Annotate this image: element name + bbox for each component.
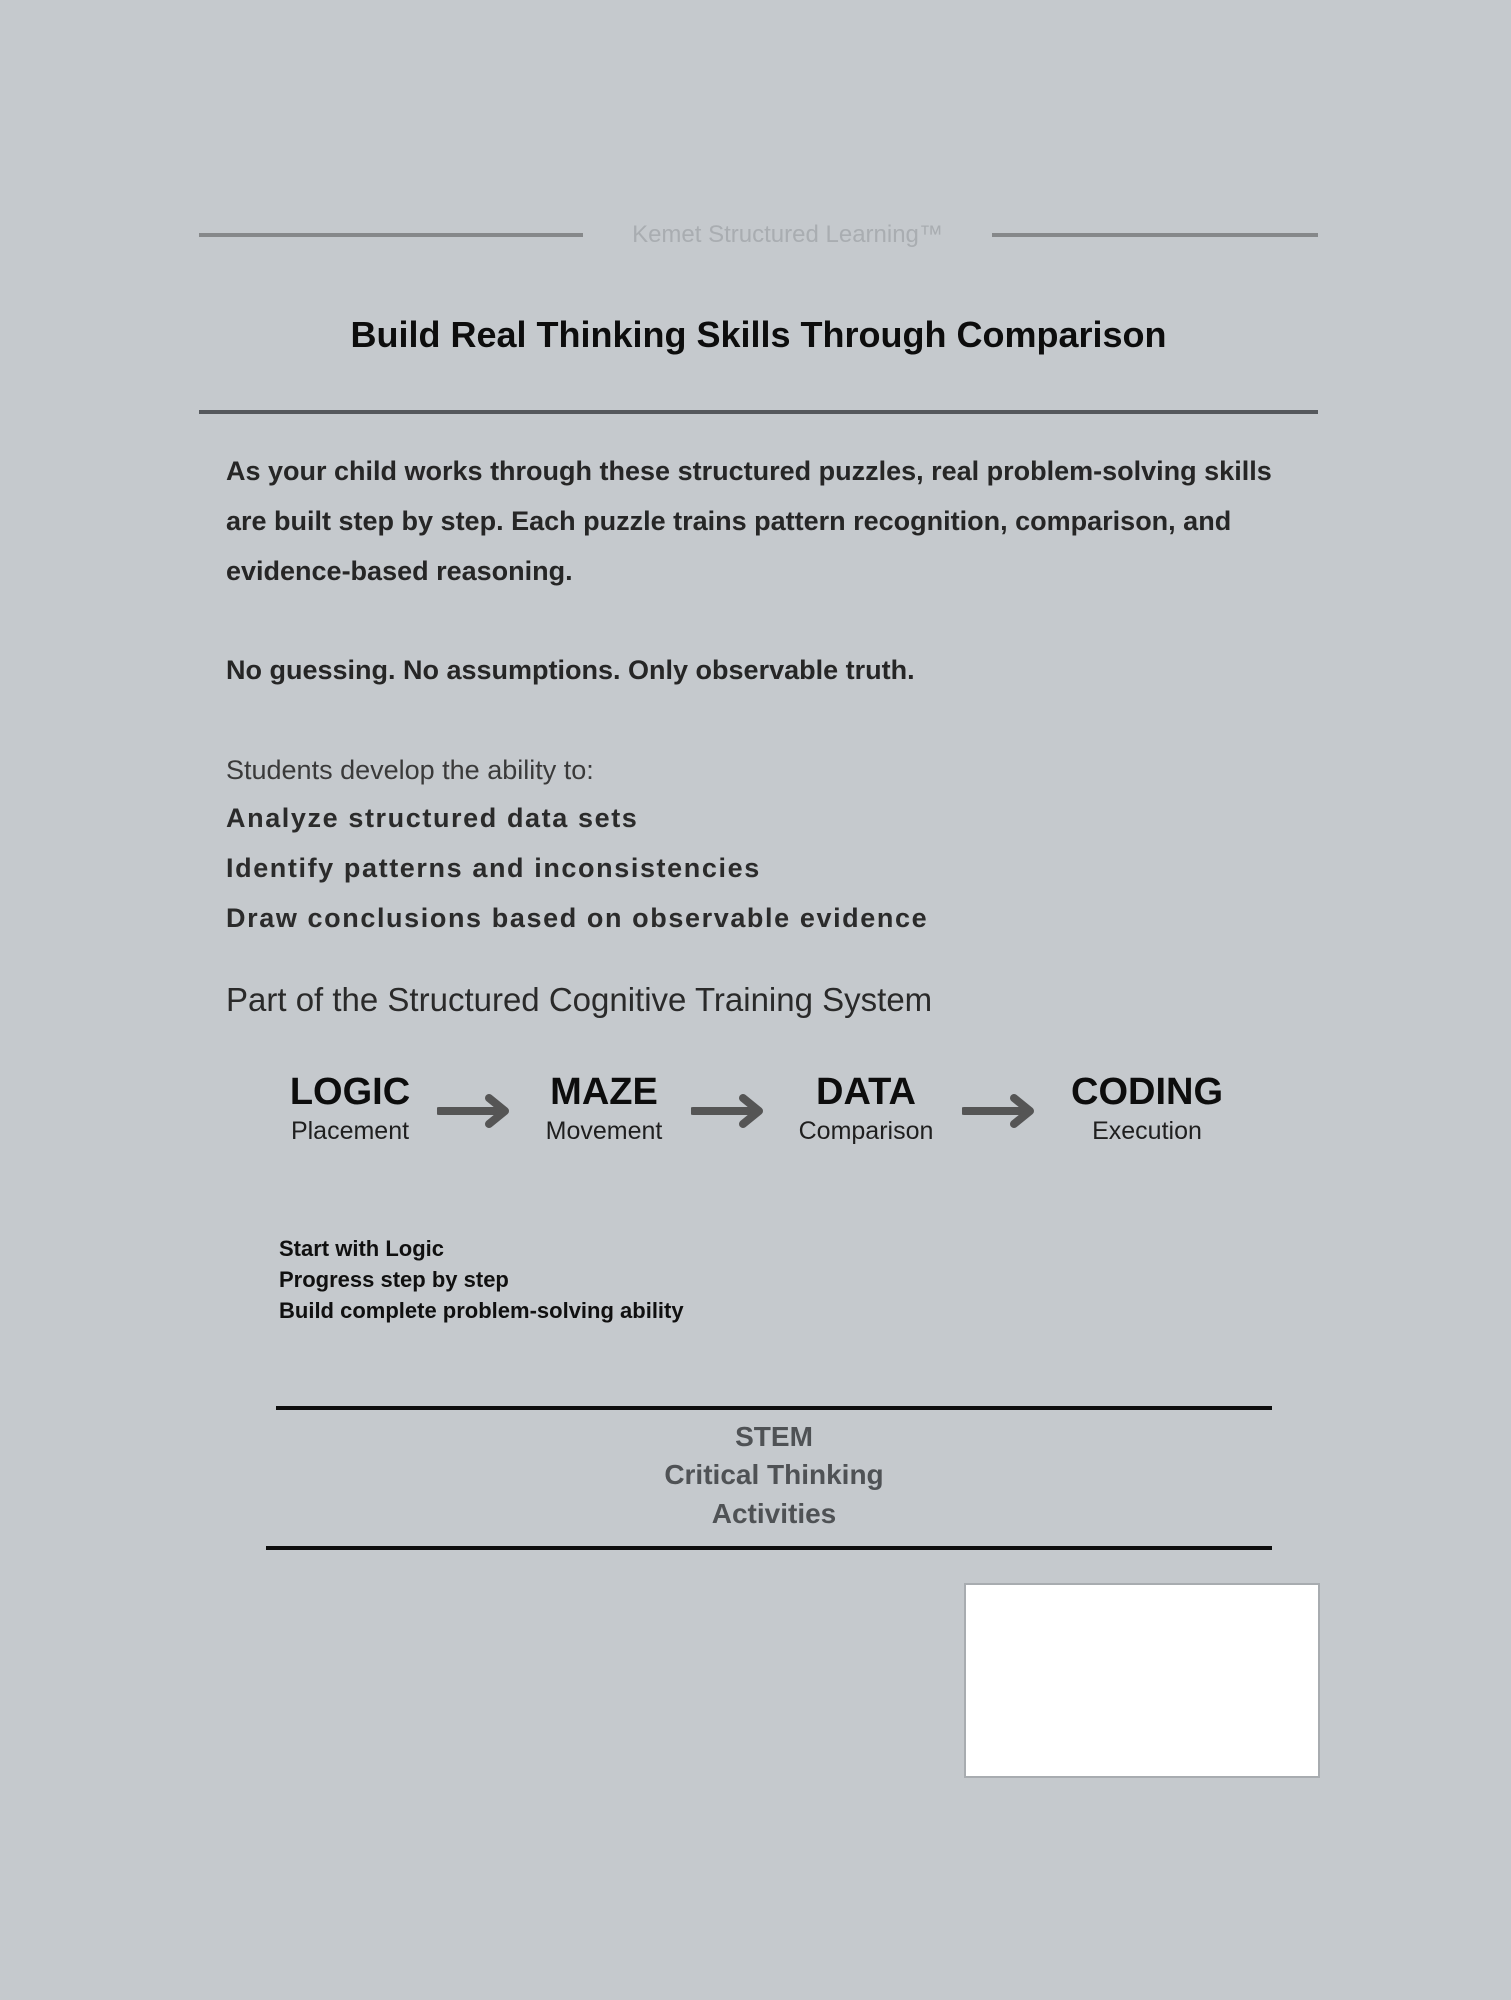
system-heading: Part of the Structured Cognitive Training System bbox=[226, 981, 933, 1018]
brand-name: Kemet Structured Learning™ bbox=[632, 221, 943, 248]
stage-maze bbox=[494, 1070, 714, 1148]
stage-data bbox=[756, 1070, 976, 1148]
stage-subtitle: Comparison bbox=[798, 1117, 934, 1145]
intro-paragraph: As your child works through these structured puzzles, real problem-solving skills are built step by step. Each puzzle trains pattern recognition, comparison, and evidence-based reasoning. bbox=[226, 456, 1272, 586]
tagline: No guessing. No assumptions. Only observable truth. bbox=[226, 655, 915, 685]
stage-logic bbox=[240, 1070, 460, 1148]
skills-lead: Students develop the ability to: bbox=[226, 755, 594, 785]
stage-name: MAZE bbox=[550, 1071, 658, 1113]
stem-divider-top bbox=[276, 1406, 1272, 1410]
stem-label: Critical Thinking bbox=[664, 1459, 884, 1490]
stage-subtitle: Placement bbox=[290, 1117, 410, 1145]
skill-item: Draw conclusions based on observable evidence bbox=[226, 903, 929, 933]
page-title: Build Real Thinking Skills Through Comparison bbox=[350, 314, 1167, 355]
stem-label: Activities bbox=[711, 1498, 837, 1529]
title-divider bbox=[199, 410, 1318, 414]
step-item: Progress step by step bbox=[279, 1267, 509, 1292]
brand-divider-left bbox=[199, 233, 583, 237]
stem-divider-bottom bbox=[266, 1546, 1272, 1550]
stage-subtitle: Execution bbox=[1092, 1117, 1202, 1145]
skill-item: Identify patterns and inconsistencies bbox=[226, 853, 761, 883]
stage-coding bbox=[1037, 1070, 1257, 1148]
brand-divider-right bbox=[992, 233, 1318, 237]
stage-name: LOGIC bbox=[289, 1071, 411, 1113]
skill-item: Analyze structured data sets bbox=[226, 803, 639, 833]
arrow-right-icon bbox=[962, 1094, 1042, 1128]
stage-name: DATA bbox=[816, 1071, 916, 1113]
stage-subtitle: Movement bbox=[545, 1117, 663, 1145]
step-item: Build complete problem-solving ability bbox=[279, 1298, 684, 1323]
step-item: Start with Logic bbox=[279, 1236, 444, 1261]
blank-box bbox=[964, 1583, 1320, 1778]
stage-name: CODING bbox=[1071, 1071, 1223, 1113]
stem-label: STEM bbox=[735, 1421, 813, 1452]
